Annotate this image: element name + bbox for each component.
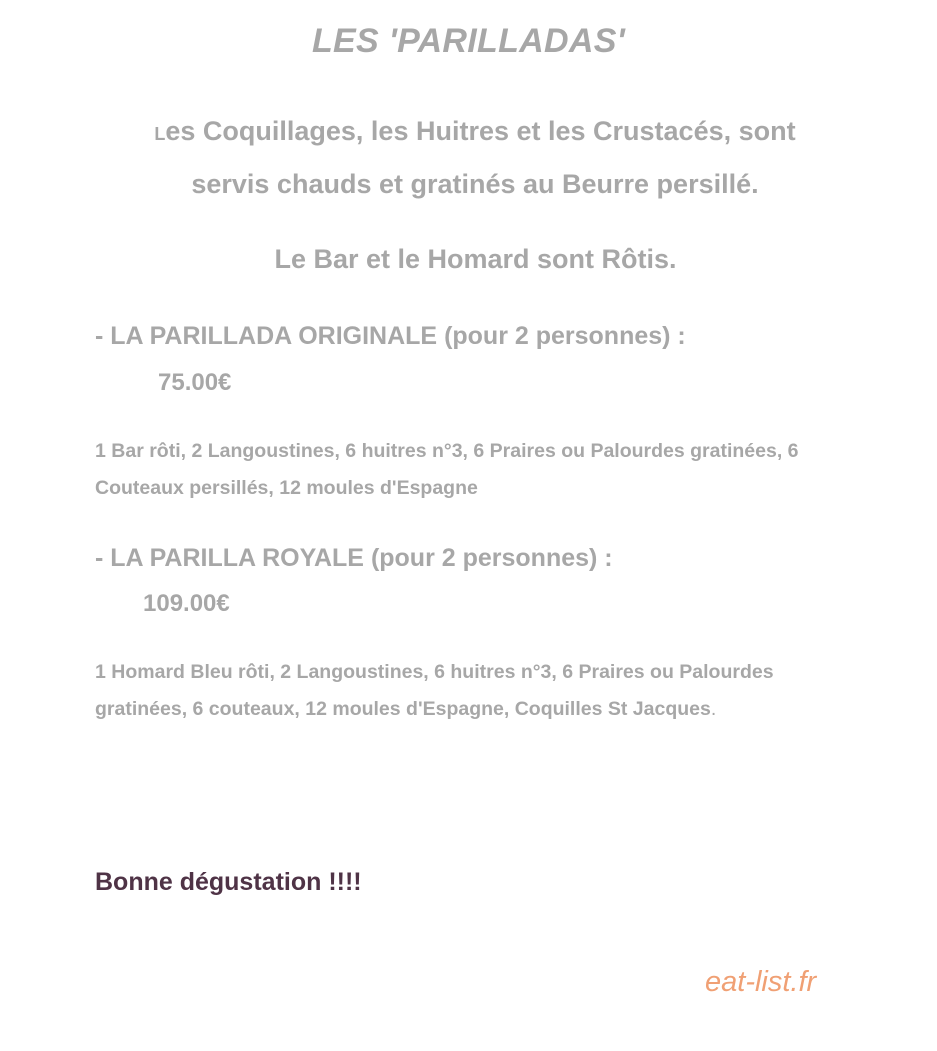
intro-line1: es Coquillages, les Huitres et les Crustacés, sont (165, 116, 796, 146)
item-description-royale (95, 654, 855, 728)
description-text: 1 Bar rôti, 2 Langoustines, 6 huitres n°3, 6 Praires ou Palourdes gratinées, 6 Couteaux persillés, 12 moules d'Espagne (95, 440, 799, 499)
item-title: - LA PARILLADA ORIGINALE (95, 322, 438, 350)
item-price-royale: 109.00€ (143, 590, 230, 617)
page-title: LES 'PARILLADAS' (311, 22, 626, 60)
item-name-originale (95, 318, 686, 354)
intro-line3: Le Bar et le Homard sont Rôtis. (274, 244, 677, 274)
item-description-originale (95, 433, 855, 507)
description-end: . (710, 698, 717, 720)
intro-paragraph (80, 106, 870, 209)
item-title: - LA PARILLA ROYALE (95, 544, 364, 572)
intro-line2: servis chauds et gratinés au Beurre persillé. (191, 169, 759, 199)
closing-message: Bonne dégustation !!!! (95, 868, 362, 896)
item-name-royale (95, 540, 613, 576)
item-price-originale: 75.00€ (158, 369, 232, 396)
item-persons: (pour 2 personnes) : (444, 322, 686, 350)
item-persons: (pour 2 personnes) : (370, 544, 613, 572)
watermark: eat-list.fr (705, 966, 817, 998)
description-text: 1 Homard Bleu rôti, 2 Langoustines, 6 huitres n°3, 6 Praires ou Palourdes gratinées, 6 couteaux, 12 moules d'Espagne, Coquilles St Jacques (95, 661, 774, 720)
intro-first-letter: L (154, 124, 166, 144)
